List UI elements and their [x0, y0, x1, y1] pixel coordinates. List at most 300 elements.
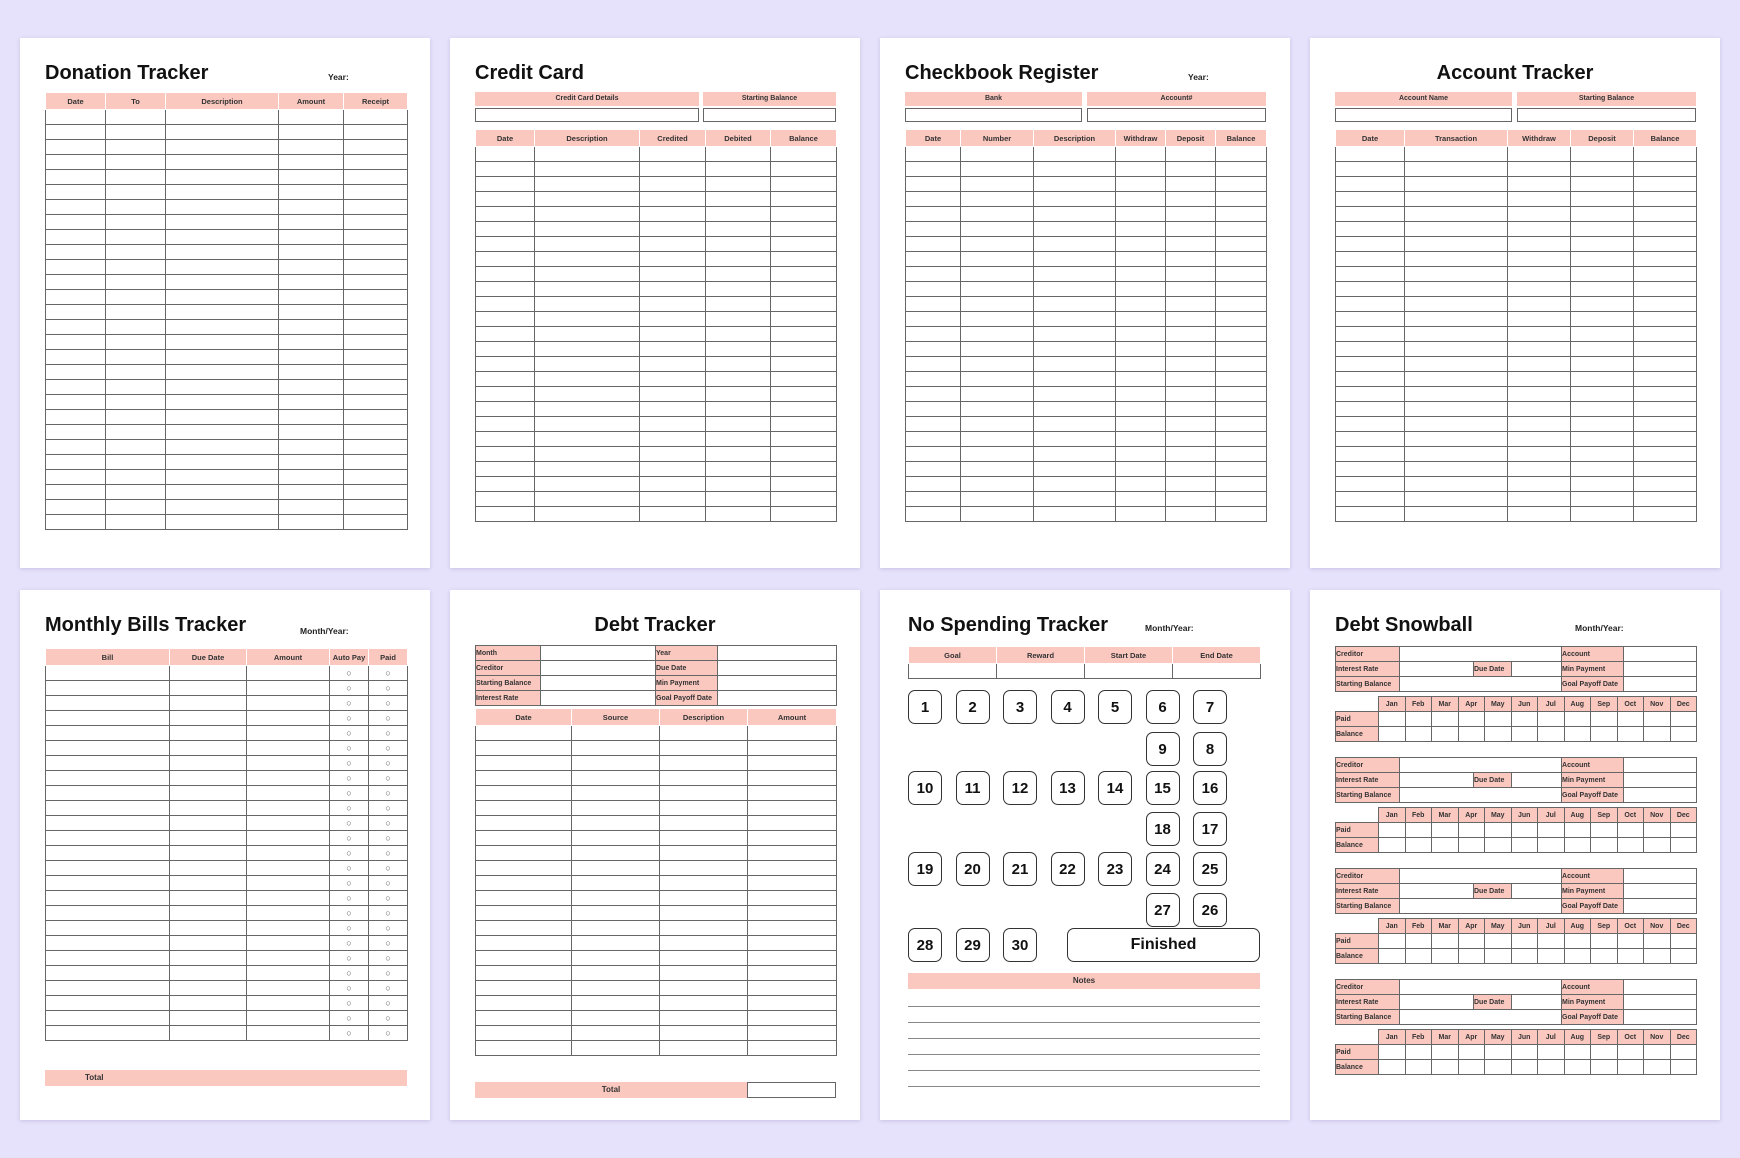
- checkbox-circle[interactable]: ○: [330, 696, 369, 711]
- table-cell[interactable]: [1508, 147, 1571, 162]
- table-cell[interactable]: [961, 492, 1034, 507]
- table-cell[interactable]: [106, 440, 166, 455]
- table-cell[interactable]: [906, 447, 961, 462]
- table-cell[interactable]: [660, 786, 748, 801]
- table-cell[interactable]: [247, 966, 330, 981]
- table-cell[interactable]: [640, 282, 706, 297]
- table-cell[interactable]: [1216, 342, 1267, 357]
- table-cell[interactable]: [106, 200, 166, 215]
- table-cell[interactable]: [906, 357, 961, 372]
- table-cell[interactable]: [1216, 477, 1267, 492]
- checkbox-circle[interactable]: ○: [369, 801, 408, 816]
- table-cell[interactable]: [572, 951, 660, 966]
- table-cell[interactable]: [476, 786, 572, 801]
- table-cell[interactable]: [706, 507, 771, 522]
- table-cell[interactable]: [1166, 177, 1216, 192]
- table-cell[interactable]: [1564, 727, 1591, 742]
- due-date-field[interactable]: [1512, 662, 1562, 677]
- table-cell[interactable]: [166, 140, 279, 155]
- table-cell[interactable]: [1485, 727, 1512, 742]
- table-cell[interactable]: [1405, 327, 1508, 342]
- table-cell[interactable]: [1617, 838, 1644, 853]
- table-cell[interactable]: [1116, 492, 1166, 507]
- day-box[interactable]: 4: [1051, 690, 1085, 724]
- min-payment-field[interactable]: [718, 676, 837, 691]
- table-cell[interactable]: [1617, 1045, 1644, 1060]
- day-box[interactable]: 10: [908, 771, 942, 805]
- table-cell[interactable]: [660, 861, 748, 876]
- end-date-field[interactable]: [1173, 664, 1261, 679]
- table-cell[interactable]: [1166, 297, 1216, 312]
- table-cell[interactable]: [748, 846, 837, 861]
- table-cell[interactable]: [1634, 402, 1697, 417]
- table-cell[interactable]: [247, 981, 330, 996]
- table-cell[interactable]: [344, 305, 408, 320]
- table-cell[interactable]: [1458, 934, 1485, 949]
- table-cell[interactable]: [1508, 402, 1571, 417]
- table-cell[interactable]: [640, 147, 706, 162]
- table-cell[interactable]: [1216, 417, 1267, 432]
- table-cell[interactable]: [906, 237, 961, 252]
- table-cell[interactable]: [771, 237, 837, 252]
- table-cell[interactable]: [961, 387, 1034, 402]
- goal-payoff-field[interactable]: [1624, 788, 1697, 803]
- checkbox-circle[interactable]: ○: [330, 891, 369, 906]
- checkbox-circle[interactable]: ○: [330, 711, 369, 726]
- table-cell[interactable]: [771, 327, 837, 342]
- starting-balance-field[interactable]: [541, 676, 656, 691]
- table-cell[interactable]: [1405, 823, 1432, 838]
- table-cell[interactable]: [535, 342, 640, 357]
- table-cell[interactable]: [1670, 934, 1697, 949]
- min-payment-field[interactable]: [1624, 773, 1697, 788]
- checkbox-circle[interactable]: ○: [330, 921, 369, 936]
- table-cell[interactable]: [771, 297, 837, 312]
- table-cell[interactable]: [906, 372, 961, 387]
- table-cell[interactable]: [1634, 327, 1697, 342]
- table-cell[interactable]: [706, 492, 771, 507]
- table-cell[interactable]: [166, 215, 279, 230]
- table-cell[interactable]: [344, 260, 408, 275]
- table-cell[interactable]: [640, 312, 706, 327]
- day-box[interactable]: 21: [1003, 852, 1037, 886]
- table-cell[interactable]: [476, 342, 535, 357]
- table-cell[interactable]: [476, 966, 572, 981]
- table-cell[interactable]: [344, 155, 408, 170]
- table-cell[interactable]: [476, 447, 535, 462]
- table-cell[interactable]: [344, 455, 408, 470]
- table-cell[interactable]: [1166, 477, 1216, 492]
- table-cell[interactable]: [640, 222, 706, 237]
- table-cell[interactable]: [535, 177, 640, 192]
- table-cell[interactable]: [1034, 372, 1116, 387]
- table-cell[interactable]: [1405, 417, 1508, 432]
- table-cell[interactable]: [476, 756, 572, 771]
- checkbox-circle[interactable]: ○: [369, 681, 408, 696]
- table-cell[interactable]: [1634, 372, 1697, 387]
- table-cell[interactable]: [1116, 297, 1166, 312]
- table-cell[interactable]: [476, 936, 572, 951]
- table-cell[interactable]: [344, 440, 408, 455]
- table-cell[interactable]: [106, 290, 166, 305]
- table-cell[interactable]: [1670, 949, 1697, 964]
- table-cell[interactable]: [1508, 462, 1571, 477]
- checkbox-circle[interactable]: ○: [330, 876, 369, 891]
- checkbox-circle[interactable]: ○: [330, 996, 369, 1011]
- table-cell[interactable]: [247, 801, 330, 816]
- table-cell[interactable]: [748, 1026, 837, 1041]
- day-box[interactable]: 24: [1146, 852, 1180, 886]
- table-cell[interactable]: [640, 327, 706, 342]
- table-cell[interactable]: [771, 357, 837, 372]
- table-cell[interactable]: [1508, 282, 1571, 297]
- table-cell[interactable]: [1405, 387, 1508, 402]
- day-box[interactable]: 15: [1146, 771, 1180, 805]
- table-cell[interactable]: [1116, 237, 1166, 252]
- table-cell[interactable]: [476, 1041, 572, 1056]
- table-cell[interactable]: [535, 372, 640, 387]
- table-cell[interactable]: [640, 432, 706, 447]
- table-cell[interactable]: [906, 387, 961, 402]
- table-cell[interactable]: [476, 921, 572, 936]
- table-cell[interactable]: [344, 425, 408, 440]
- table-cell[interactable]: [476, 237, 535, 252]
- table-cell[interactable]: [1508, 207, 1571, 222]
- table-cell[interactable]: [1571, 222, 1634, 237]
- table-cell[interactable]: [1379, 1060, 1406, 1075]
- table-cell[interactable]: [640, 177, 706, 192]
- table-cell[interactable]: [279, 110, 344, 125]
- table-cell[interactable]: [476, 417, 535, 432]
- table-cell[interactable]: [46, 395, 106, 410]
- table-cell[interactable]: [906, 192, 961, 207]
- table-cell[interactable]: [46, 485, 106, 500]
- table-cell[interactable]: [344, 470, 408, 485]
- table-cell[interactable]: [1571, 417, 1634, 432]
- table-cell[interactable]: [476, 741, 572, 756]
- table-cell[interactable]: [1379, 712, 1406, 727]
- table-cell[interactable]: [170, 1011, 247, 1026]
- creditor-field[interactable]: [1400, 758, 1562, 773]
- day-box[interactable]: 7: [1193, 690, 1227, 724]
- table-cell[interactable]: [1591, 823, 1618, 838]
- table-cell[interactable]: [247, 786, 330, 801]
- table-cell[interactable]: [1485, 949, 1512, 964]
- table-cell[interactable]: [771, 342, 837, 357]
- table-cell[interactable]: [1405, 252, 1508, 267]
- table-cell[interactable]: [1511, 727, 1538, 742]
- table-cell[interactable]: [170, 756, 247, 771]
- table-cell[interactable]: [906, 177, 961, 192]
- table-cell[interactable]: [1538, 727, 1565, 742]
- table-cell[interactable]: [1634, 267, 1697, 282]
- table-cell[interactable]: [1379, 838, 1406, 853]
- table-cell[interactable]: [1166, 462, 1216, 477]
- table-cell[interactable]: [906, 462, 961, 477]
- table-cell[interactable]: [1634, 357, 1697, 372]
- table-cell[interactable]: [46, 876, 170, 891]
- table-cell[interactable]: [1617, 727, 1644, 742]
- table-cell[interactable]: [1034, 162, 1116, 177]
- table-cell[interactable]: [476, 267, 535, 282]
- table-cell[interactable]: [106, 425, 166, 440]
- table-cell[interactable]: [1405, 207, 1508, 222]
- table-cell[interactable]: [279, 185, 344, 200]
- table-cell[interactable]: [961, 147, 1034, 162]
- table-cell[interactable]: [247, 876, 330, 891]
- table-cell[interactable]: [1116, 252, 1166, 267]
- table-cell[interactable]: [535, 417, 640, 432]
- table-cell[interactable]: [1336, 447, 1405, 462]
- day-box[interactable]: 23: [1098, 852, 1132, 886]
- table-cell[interactable]: [1166, 492, 1216, 507]
- table-cell[interactable]: [279, 350, 344, 365]
- table-cell[interactable]: [1634, 342, 1697, 357]
- table-cell[interactable]: [1405, 492, 1508, 507]
- table-cell[interactable]: [961, 237, 1034, 252]
- table-cell[interactable]: [166, 350, 279, 365]
- table-cell[interactable]: [247, 756, 330, 771]
- table-cell[interactable]: [706, 147, 771, 162]
- checkbox-circle[interactable]: ○: [330, 861, 369, 876]
- table-cell[interactable]: [706, 207, 771, 222]
- table-cell[interactable]: [1405, 432, 1508, 447]
- table-cell[interactable]: [1508, 162, 1571, 177]
- table-cell[interactable]: [1336, 327, 1405, 342]
- table-cell[interactable]: [961, 192, 1034, 207]
- table-cell[interactable]: [1405, 237, 1508, 252]
- table-cell[interactable]: [166, 500, 279, 515]
- table-cell[interactable]: [46, 140, 106, 155]
- table-cell[interactable]: [1508, 357, 1571, 372]
- table-cell[interactable]: [1116, 147, 1166, 162]
- table-cell[interactable]: [906, 417, 961, 432]
- table-cell[interactable]: [166, 230, 279, 245]
- table-cell[interactable]: [640, 492, 706, 507]
- table-cell[interactable]: [771, 507, 837, 522]
- table-cell[interactable]: [1564, 1060, 1591, 1075]
- table-cell[interactable]: [106, 230, 166, 245]
- starting-balance-field[interactable]: [1400, 899, 1562, 914]
- table-cell[interactable]: [46, 936, 170, 951]
- table-cell[interactable]: [535, 237, 640, 252]
- table-cell[interactable]: [1617, 823, 1644, 838]
- table-cell[interactable]: [170, 786, 247, 801]
- table-cell[interactable]: [1405, 372, 1508, 387]
- table-cell[interactable]: [748, 996, 837, 1011]
- table-cell[interactable]: [1571, 162, 1634, 177]
- table-cell[interactable]: [1458, 1060, 1485, 1075]
- table-cell[interactable]: [1034, 432, 1116, 447]
- table-cell[interactable]: [1508, 222, 1571, 237]
- table-cell[interactable]: [247, 681, 330, 696]
- table-cell[interactable]: [1216, 207, 1267, 222]
- table-cell[interactable]: [1336, 267, 1405, 282]
- table-cell[interactable]: [279, 260, 344, 275]
- table-cell[interactable]: [279, 425, 344, 440]
- interest-rate-field[interactable]: [1400, 995, 1474, 1010]
- table-cell[interactable]: [279, 440, 344, 455]
- table-cell[interactable]: [1166, 237, 1216, 252]
- table-cell[interactable]: [166, 470, 279, 485]
- creditor-field[interactable]: [1400, 647, 1562, 662]
- table-cell[interactable]: [706, 192, 771, 207]
- table-cell[interactable]: [344, 170, 408, 185]
- table-cell[interactable]: [961, 282, 1034, 297]
- table-cell[interactable]: [46, 260, 106, 275]
- checkbox-circle[interactable]: ○: [369, 846, 408, 861]
- table-cell[interactable]: [46, 455, 106, 470]
- table-cell[interactable]: [961, 207, 1034, 222]
- table-cell[interactable]: [1634, 282, 1697, 297]
- table-cell[interactable]: [660, 726, 748, 741]
- table-cell[interactable]: [46, 846, 170, 861]
- table-cell[interactable]: [961, 177, 1034, 192]
- table-cell[interactable]: [961, 267, 1034, 282]
- table-cell[interactable]: [247, 891, 330, 906]
- table-cell[interactable]: [279, 305, 344, 320]
- table-cell[interactable]: [572, 936, 660, 951]
- table-cell[interactable]: [1336, 177, 1405, 192]
- note-line[interactable]: [908, 1022, 1260, 1023]
- table-cell[interactable]: [46, 440, 106, 455]
- table-cell[interactable]: [572, 756, 660, 771]
- table-cell[interactable]: [961, 402, 1034, 417]
- table-cell[interactable]: [706, 312, 771, 327]
- table-cell[interactable]: [170, 846, 247, 861]
- table-cell[interactable]: [344, 215, 408, 230]
- checkbox-circle[interactable]: ○: [369, 861, 408, 876]
- checkbox-circle[interactable]: ○: [369, 921, 408, 936]
- table-cell[interactable]: [476, 372, 535, 387]
- table-cell[interactable]: [1571, 312, 1634, 327]
- table-cell[interactable]: [748, 891, 837, 906]
- table-cell[interactable]: [106, 125, 166, 140]
- table-cell[interactable]: [771, 252, 837, 267]
- table-cell[interactable]: [1405, 177, 1508, 192]
- table-cell[interactable]: [166, 440, 279, 455]
- table-cell[interactable]: [640, 252, 706, 267]
- checkbox-circle[interactable]: ○: [330, 681, 369, 696]
- table-cell[interactable]: [706, 417, 771, 432]
- table-cell[interactable]: [46, 425, 106, 440]
- table-cell[interactable]: [906, 342, 961, 357]
- table-cell[interactable]: [748, 756, 837, 771]
- table-cell[interactable]: [1405, 447, 1508, 462]
- table-cell[interactable]: [1571, 432, 1634, 447]
- table-cell[interactable]: [106, 380, 166, 395]
- table-cell[interactable]: [1564, 1045, 1591, 1060]
- table-cell[interactable]: [1336, 492, 1405, 507]
- table-cell[interactable]: [1511, 934, 1538, 949]
- table-cell[interactable]: [1034, 252, 1116, 267]
- table-cell[interactable]: [1116, 372, 1166, 387]
- account-name-field[interactable]: [1335, 108, 1512, 122]
- table-cell[interactable]: [1405, 357, 1508, 372]
- table-cell[interactable]: [1034, 447, 1116, 462]
- table-cell[interactable]: [476, 192, 535, 207]
- reward-field[interactable]: [997, 664, 1085, 679]
- table-cell[interactable]: [1166, 282, 1216, 297]
- table-cell[interactable]: [279, 365, 344, 380]
- table-cell[interactable]: [1634, 162, 1697, 177]
- table-cell[interactable]: [1538, 823, 1565, 838]
- table-cell[interactable]: [1216, 492, 1267, 507]
- table-cell[interactable]: [170, 681, 247, 696]
- table-cell[interactable]: [1166, 327, 1216, 342]
- table-cell[interactable]: [247, 696, 330, 711]
- table-cell[interactable]: [1166, 222, 1216, 237]
- table-cell[interactable]: [1485, 838, 1512, 853]
- day-box[interactable]: 22: [1051, 852, 1085, 886]
- table-cell[interactable]: [170, 696, 247, 711]
- table-cell[interactable]: [1379, 727, 1406, 742]
- table-cell[interactable]: [906, 312, 961, 327]
- table-cell[interactable]: [1034, 492, 1116, 507]
- table-cell[interactable]: [906, 477, 961, 492]
- table-cell[interactable]: [771, 402, 837, 417]
- table-cell[interactable]: [476, 207, 535, 222]
- table-cell[interactable]: [1634, 177, 1697, 192]
- table-cell[interactable]: [1432, 1045, 1459, 1060]
- table-cell[interactable]: [535, 222, 640, 237]
- table-cell[interactable]: [1336, 207, 1405, 222]
- table-cell[interactable]: [476, 996, 572, 1011]
- table-cell[interactable]: [1591, 934, 1618, 949]
- table-cell[interactable]: [344, 110, 408, 125]
- table-cell[interactable]: [1508, 417, 1571, 432]
- table-cell[interactable]: [247, 1011, 330, 1026]
- table-cell[interactable]: [640, 417, 706, 432]
- table-cell[interactable]: [748, 786, 837, 801]
- table-cell[interactable]: [640, 402, 706, 417]
- table-cell[interactable]: [1166, 387, 1216, 402]
- table-cell[interactable]: [106, 170, 166, 185]
- table-cell[interactable]: [344, 275, 408, 290]
- table-cell[interactable]: [1216, 387, 1267, 402]
- finished-box[interactable]: Finished: [1067, 928, 1260, 962]
- table-cell[interactable]: [1591, 838, 1618, 853]
- table-cell[interactable]: [1485, 712, 1512, 727]
- checkbox-circle[interactable]: ○: [369, 936, 408, 951]
- table-cell[interactable]: [1116, 432, 1166, 447]
- goal-payoff-field[interactable]: [1624, 677, 1697, 692]
- table-cell[interactable]: [1634, 297, 1697, 312]
- table-cell[interactable]: [1644, 727, 1671, 742]
- table-cell[interactable]: [279, 140, 344, 155]
- table-cell[interactable]: [640, 462, 706, 477]
- table-cell[interactable]: [771, 312, 837, 327]
- table-cell[interactable]: [771, 177, 837, 192]
- table-cell[interactable]: [1511, 823, 1538, 838]
- table-cell[interactable]: [748, 1011, 837, 1026]
- checkbox-circle[interactable]: ○: [330, 771, 369, 786]
- table-cell[interactable]: [1034, 267, 1116, 282]
- table-cell[interactable]: [706, 387, 771, 402]
- table-cell[interactable]: [476, 252, 535, 267]
- table-cell[interactable]: [476, 876, 572, 891]
- table-cell[interactable]: [1116, 267, 1166, 282]
- table-cell[interactable]: [1216, 177, 1267, 192]
- table-cell[interactable]: [1405, 312, 1508, 327]
- table-cell[interactable]: [170, 666, 247, 681]
- table-cell[interactable]: [1405, 192, 1508, 207]
- table-cell[interactable]: [1508, 297, 1571, 312]
- table-cell[interactable]: [344, 515, 408, 530]
- month-field[interactable]: [541, 646, 656, 661]
- table-cell[interactable]: [344, 230, 408, 245]
- table-cell[interactable]: [660, 1026, 748, 1041]
